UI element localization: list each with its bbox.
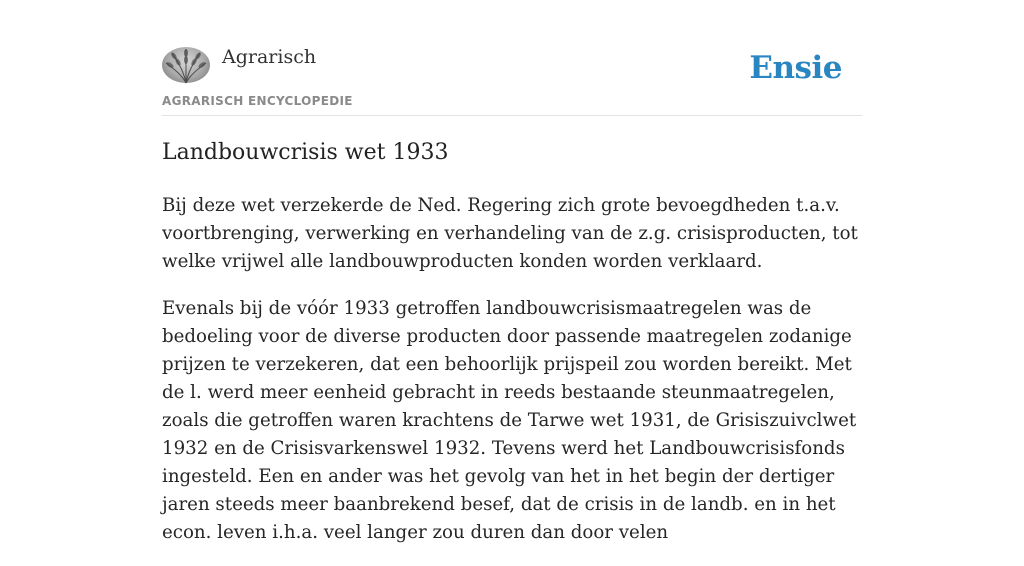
collection-subtitle: AGRARISCH ENCYCLOPEDIE <box>162 94 353 108</box>
article-paragraph: Bij deze wet verzekerde de Ned. Regering zich grote bevoegdheden t.a.v. voortbrenging, verwerking en verhandeling van de z.g. crisisproducten, tot welke vrijwel alle landbouwproducten konden worden verklaard. <box>162 195 858 272</box>
article-paragraph: Evenals bij de vóór 1933 getroffen landbouwcrisismaatregelen was de bedoeling voor de diverse producten door passende maatregelen zodanige prijzen te verzekeren, dat een behoorlijk prijspeil zou worden bereikt. Met de l. werd meer eenheid gebracht in reeds bestaande steunmaatregelen, zoals die getroffen waren krachtens de Tarwe wet 1931, de Grisiszuivclwet 1932 en de Crisisvarkenswel 1932. Tevens werd het Landbouwcrisisfonds ingesteld. Een en ander was het gevolg van het in het begin der dertiger jaren steeds meer baanbrekend besef, dat de crisis in de landb. en in het econ. leven i.h.a. veel langer zou duren dan door velen <box>162 298 857 543</box>
article-body <box>162 192 862 566</box>
brand-logo[interactable]: Ensie <box>749 50 842 86</box>
article-title: Landbouwcrisis wet 1933 <box>162 140 449 165</box>
wheat-ears-icon[interactable] <box>162 47 210 83</box>
collection-name[interactable]: Agrarisch <box>222 46 317 68</box>
content-container <box>162 0 862 543</box>
site-header <box>162 0 862 116</box>
